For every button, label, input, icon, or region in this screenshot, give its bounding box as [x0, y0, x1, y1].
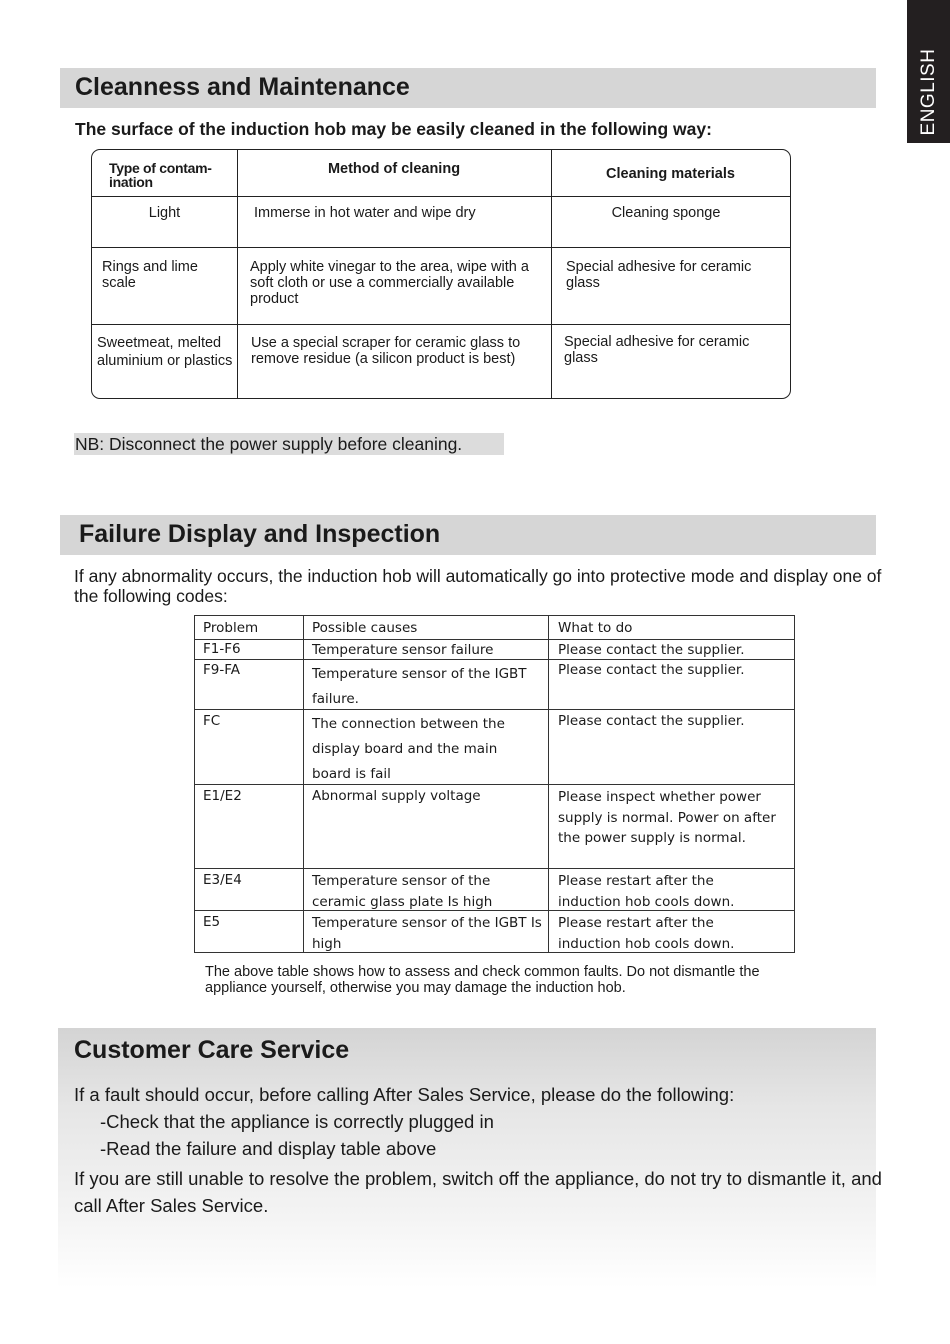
cleaning-section-header: [60, 68, 876, 108]
cleaning-row1-type: Light: [148, 205, 181, 221]
failure-row5-cause: Temperature sensor of the ceramic glass plate Is high: [312, 873, 493, 910]
care-section: [58, 1028, 882, 1288]
cleaning-section-title: Cleanness and Maintenance: [75, 73, 410, 101]
cleaning-row1-material: Cleaning sponge: [611, 205, 721, 221]
care-section-title: Customer Care Service: [74, 1036, 350, 1064]
failure-row6-cause: Temperature sensor of the IGBT Is high: [312, 915, 542, 952]
failure-row4-cause: Abnormal supply voltage: [312, 788, 481, 804]
cleaning-row2-method: Apply white vinegar to the area, wipe with a soft cloth or use a commercially available product: [250, 259, 529, 307]
failure-row3-cause: The connection between the display board and the main board is fail: [312, 716, 505, 782]
cleaning-header-materials: Cleaning materials: [606, 166, 735, 182]
cleaning-intro: The surface of the induction hob may be easily cleaned in the following way:: [75, 119, 712, 139]
cleaning-nb-note: NB: Disconnect the power supply before cleaning.: [74, 433, 504, 455]
care-step-1: -Check that the appliance is correctly plugged in: [100, 1111, 494, 1132]
failure-row1-cause: Temperature sensor failure: [312, 642, 494, 658]
care-outro: If you are still unable to resolve the problem, switch off the appliance, do not try to dismantle it, and call After Sales Service.: [74, 1168, 882, 1216]
failure-row2-cause: Temperature sensor of the IGBT failure.: [312, 666, 527, 707]
failure-header-causes: Possible causes: [312, 620, 418, 636]
failure-header-problem: Problem: [203, 620, 259, 636]
cleaning-row2-material: Special adhesive for ceramic glass: [566, 259, 752, 291]
failure-note: The above table shows how to assess and check common faults. Do not dismantle the appliance yourself, otherwise you may damage the induction hob.: [205, 964, 760, 996]
failure-row5-action: Please restart after the induction hob cools down.: [558, 873, 735, 910]
cleaning-header-method: Method of cleaning: [327, 161, 461, 177]
cleaning-row3-material: Special adhesive for ceramic glass: [564, 334, 750, 366]
failure-section-header: [60, 515, 876, 555]
cleaning-table: [91, 149, 791, 399]
cleaning-row3-method: Use a special scraper for ceramic glass to remove residue (a silicon product is best): [251, 335, 521, 367]
failure-row1-action: Please contact the supplier.: [558, 642, 745, 658]
failure-intro: If any abnormality occurs, the induction hob will automatically go into protective mode and display one of the following codes:: [74, 566, 882, 606]
cleaning-row1-method: Immerse in hot water and wipe dry: [254, 205, 476, 221]
failure-row3-action: Please contact the supplier.: [558, 713, 745, 729]
language-tab: [907, 0, 950, 143]
failure-row1-code: F1-F6: [203, 641, 241, 657]
cleaning-row2-type: Rings and lime scale: [102, 259, 198, 291]
failure-row6-action: Please restart after the induction hob cools down.: [558, 915, 735, 952]
failure-row6-code: E5: [203, 914, 221, 930]
failure-row5-code: E3/E4: [203, 872, 242, 888]
language-label: ENGLISH: [917, 48, 939, 136]
cleaning-row3-type: Sweetmeat, melted aluminium or plastics: [97, 335, 233, 369]
failure-header-action: What to do: [558, 620, 633, 636]
care-step-2: -Read the failure and display table above: [100, 1138, 437, 1159]
care-intro: If a fault should occur, before calling After Sales Service, please do the following:: [74, 1084, 735, 1105]
failure-section-title: Failure Display and Inspection: [79, 520, 441, 548]
failure-row2-action: Please contact the supplier.: [558, 662, 745, 678]
failure-row3-code: FC: [203, 713, 221, 729]
failure-row4-code: E1/E2: [203, 788, 242, 804]
failure-table: [194, 615, 795, 953]
failure-row4-action: Please inspect whether power supply is normal. Power on after the power supply is normal.: [558, 789, 776, 846]
cleaning-header-type: Type of contam- ination: [109, 160, 212, 190]
failure-row2-code: F9-FA: [203, 662, 240, 678]
